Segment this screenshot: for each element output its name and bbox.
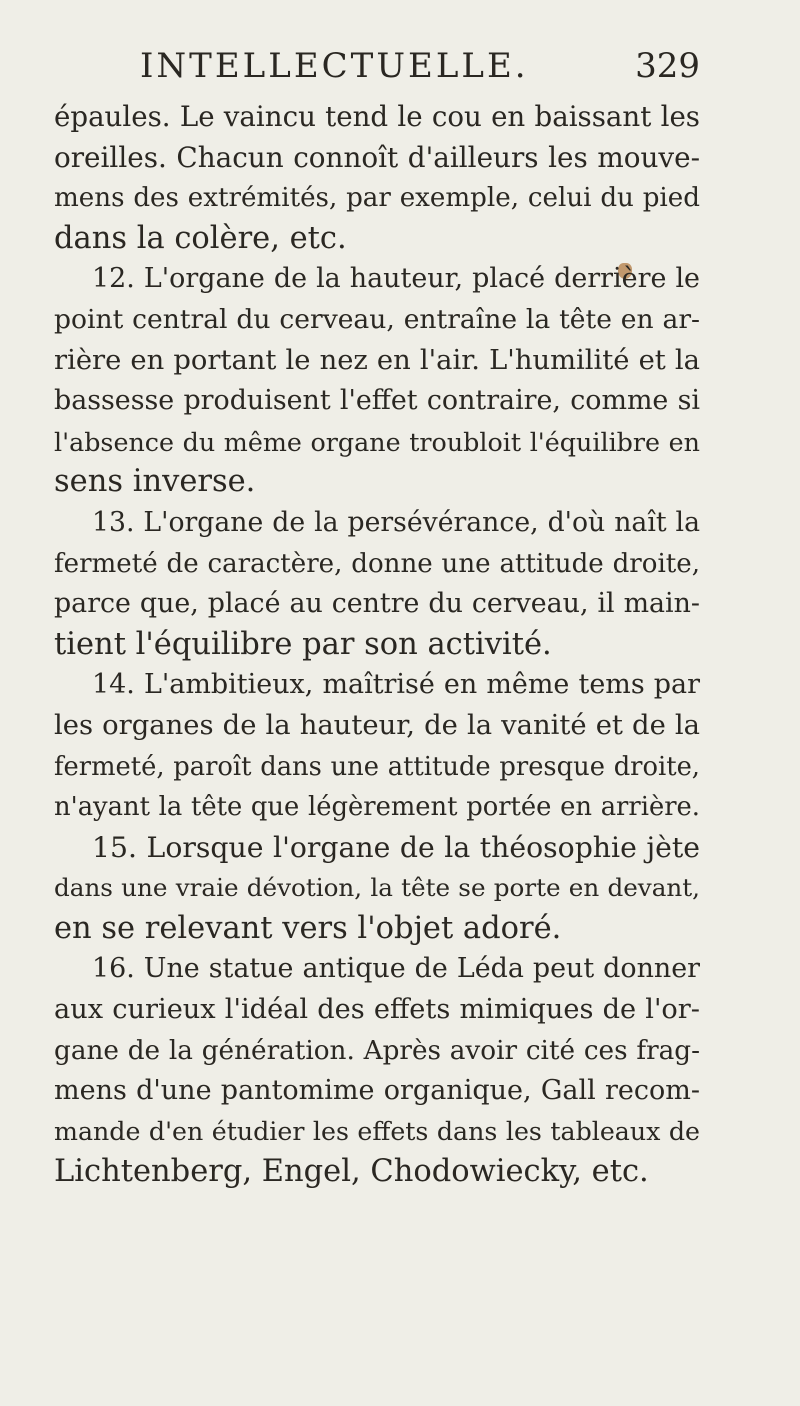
text-line: fermeté, paroît dans une attitude presque droite, xyxy=(54,751,700,782)
text-line: parce que, placé au centre du cerveau, il main- xyxy=(54,588,700,620)
text-line: les organes de la hauteur, de la vanité et de la xyxy=(54,709,700,741)
text-line: oreilles. Chacun connoît d'ailleurs les mouve- xyxy=(54,140,700,174)
text-line: en se relevant vers l'objet adoré. xyxy=(54,910,562,946)
running-title: INTELLECTUELLE. xyxy=(140,46,529,86)
text-line: rière en portant le nez en l'air. L'humilité et la xyxy=(54,344,700,376)
text-line: point central du cerveau, entraîne la tête en ar- xyxy=(54,303,700,335)
text-line: mande d'en étudier les effets dans les tableaux de xyxy=(54,1116,700,1146)
text-line: tient l'équilibre par son activité. xyxy=(54,626,552,662)
paragraph-14-start: 14. L'ambitieux, maîtrisé en même tems par xyxy=(92,669,700,701)
text-line: sens inverse. xyxy=(54,464,256,500)
text-line: l'absence du même organe troubloit l'équilibre en xyxy=(54,426,700,457)
text-line: n'ayant la tête que légèrement portée en arrière. xyxy=(54,792,700,823)
text-line: dans la colère, etc. xyxy=(54,220,347,256)
text-line: gane de la génération. Après avoir cité ces frag- xyxy=(54,1035,700,1066)
paragraph-15-start: 15. Lorsque l'organe de la théosophie jète xyxy=(92,830,700,864)
paragraph-13-start: 13. L'organe de la persévérance, d'où naît la xyxy=(92,506,700,538)
paragraph-12-start: 12. L'organe de la hauteur, placé derrière le xyxy=(92,263,700,295)
body-text xyxy=(54,97,700,1193)
text-line: fermeté de caractère, donne une attitude droite, xyxy=(54,548,700,579)
text-line: épaules. Le vaincu tend le cou en baissant les xyxy=(54,100,700,133)
page-number: 329 xyxy=(635,46,700,86)
text-line: dans une vraie dévotion, la tête se porte en devant, xyxy=(54,873,700,903)
text-line: bassesse produisent l'effet contraire, comme si xyxy=(54,385,700,417)
paragraph-16-start: 16. Une statue antique de Léda peut donner xyxy=(92,953,700,985)
text-line: Lichtenberg, Engel, Chodowiecky, etc. xyxy=(54,1154,649,1190)
text-line: mens d'une pantomime organique, Gall recom- xyxy=(54,1075,700,1107)
text-line: mens des extrémités, par exemple, celui du pied xyxy=(54,183,700,214)
running-head xyxy=(140,40,700,92)
text-line: aux curieux l'idéal des effets mimiques de l'or- xyxy=(54,994,700,1026)
